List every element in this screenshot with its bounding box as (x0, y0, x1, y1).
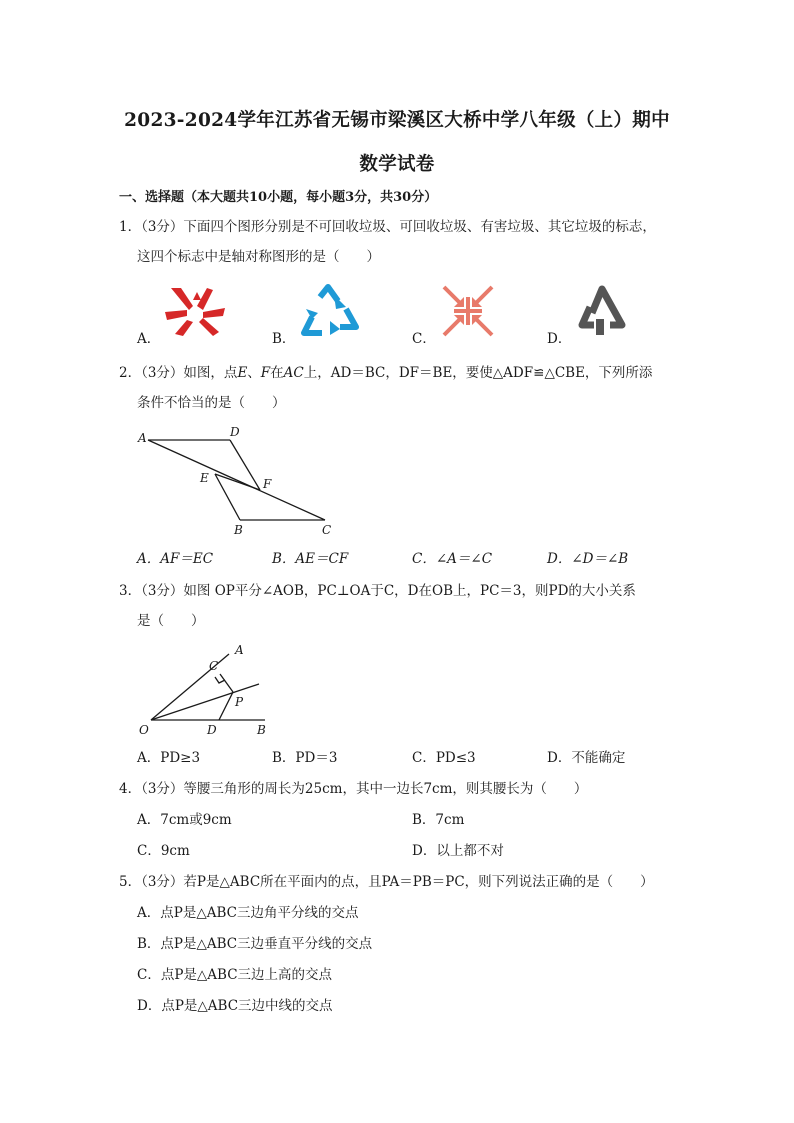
q3-figure (133, 638, 283, 738)
q3-label-d: D (207, 723, 217, 737)
q2-segment-ac: AC (283, 365, 304, 381)
q3-label-o: O (139, 723, 149, 737)
q2-option-b: B．AE＝CF (272, 551, 349, 567)
q2-label-a: A (138, 431, 147, 445)
q2-option-a: A．AF＝EC (137, 551, 214, 567)
q2-line1 (119, 364, 652, 382)
q1-line1: 1．（3分）下面四个图形分别是不可回收垃圾、可回收垃圾、有害垃圾、其它垃圾的标志， (119, 219, 656, 235)
q2-label-e: E (200, 471, 209, 485)
q2-figure (130, 424, 350, 542)
q4-option-b: B．7cm (412, 812, 465, 828)
q2-label-b: B (234, 523, 243, 537)
q5-option-b: B．点P是△ABC三边垂直平分线的交点 (137, 936, 373, 952)
q4-option-a: A．7cm或9cm (137, 812, 232, 828)
q3-option-b: B．PD＝3 (272, 750, 338, 766)
q1-line2: 这四个标志中是轴对称图形的是（ ） (137, 249, 380, 265)
q2-label-c: C (322, 523, 332, 537)
q2-label-d: D (230, 425, 240, 439)
q2-point-f: F (260, 365, 271, 381)
q4-line1: 4．（3分）等腰三角形的周长为25cm，其中一边长7cm，则其腰长为（ ） (119, 781, 588, 797)
q1-option-c: C． (412, 331, 436, 347)
q3-option-a: A．PD≥3 (137, 750, 201, 766)
q2-line1-rest: 上，AD＝BC，DF＝BE，要使△ADF≌△CBE，下列所添 (303, 365, 653, 381)
q2-label-f: F (263, 477, 272, 491)
section-heading: 一、选择题（本大题共10小题，每小题3分，共30分） (119, 190, 438, 205)
red-arrows-icon (163, 284, 227, 340)
q1-option-a: A． (137, 331, 161, 347)
q5-line1: 5．（3分）若P是△ABC所在平面内的点，且PA＝PB＝PC，则下列说法正确的是（ ） (119, 874, 654, 890)
q3-line2: 是（ ） (137, 613, 205, 629)
q2-comma: 、 (247, 365, 261, 381)
q4-option-d: D．以上都不对 (412, 843, 504, 859)
q3-label-c: C (209, 659, 219, 673)
q2-line2: 条件不恰当的是（ ） (137, 395, 286, 411)
q3-option-c: C．PD≤3 (412, 750, 476, 766)
q3-label-a: A (235, 643, 244, 657)
page-title-line1: 2023-2024学年江苏省无锡市梁溪区大桥中学八年级（上）期中 (124, 110, 670, 131)
q2-on: 在 (270, 365, 284, 381)
q1-option-b: B． (272, 331, 296, 347)
q2-option-d: D．∠D＝∠B (547, 551, 629, 567)
hazard-arrows-icon (440, 283, 496, 339)
page-title-line2: 数学试卷 (359, 154, 435, 175)
q3-label-p: P (235, 695, 244, 709)
q2-point-e: E (237, 365, 248, 381)
q3-option-d: D．不能确定 (547, 750, 626, 766)
other-waste-icon (574, 283, 630, 341)
q3-label-b: B (257, 723, 266, 737)
q1-option-d: D． (547, 331, 572, 347)
q2-line1-prefix: 2．（3分）如图，点 (119, 365, 238, 381)
q5-option-c: C．点P是△ABC三边上高的交点 (137, 967, 333, 983)
q5-option-d: D．点P是△ABC三边中线的交点 (137, 998, 333, 1014)
q4-option-c: C．9cm (137, 843, 190, 859)
q3-line1: 3．（3分）如图 OP平分∠AOB，PC⊥OA于C，D在OB上，PC＝3，则PD的大小关系 (119, 583, 636, 599)
q2-option-c: C．∠A＝∠C (412, 551, 493, 567)
q5-option-a: A．点P是△ABC三边角平分线的交点 (137, 905, 359, 921)
recycle-icon (298, 283, 360, 339)
